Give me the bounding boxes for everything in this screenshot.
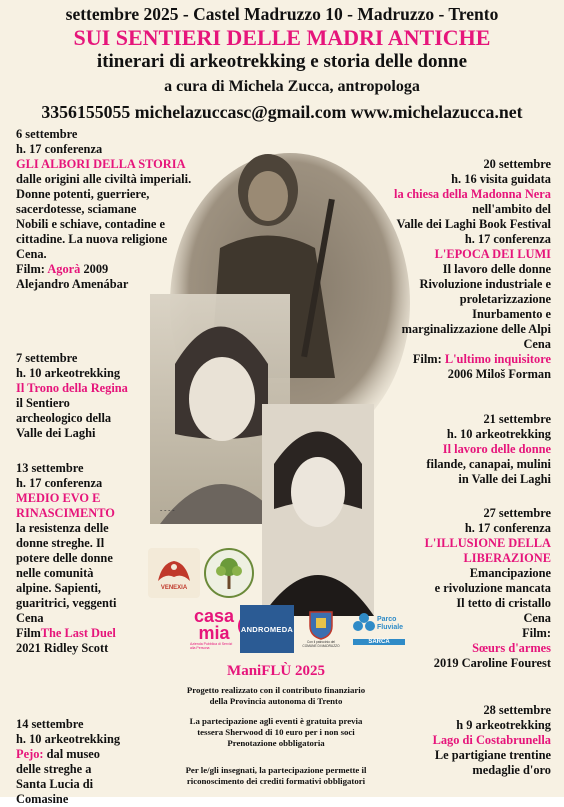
project-line: Progetto realizzato con il contributo finanziario xyxy=(186,685,366,695)
event-sep-27 xyxy=(425,506,551,671)
event-date: 28 settembre xyxy=(483,703,551,717)
lion-icon xyxy=(154,555,194,585)
event-date: 21 settembre xyxy=(483,412,551,426)
event-film xyxy=(16,626,116,641)
participation-line: Prenotazione obbligatoria xyxy=(227,738,325,748)
event-line: Comasine xyxy=(16,792,69,806)
curator: a cura di Michela Zucca, antropologa xyxy=(164,78,420,95)
event-line: proletarizzazione xyxy=(459,292,551,306)
event-line: sacerdotesse, sciamane xyxy=(16,202,137,216)
project-title: ManiFLÙ 2025 xyxy=(227,663,325,679)
main-title: SUI SENTIERI DELLE MADRI ANTICHE xyxy=(73,25,491,50)
film-director: Alejandro Amenábar xyxy=(16,277,129,291)
event-film xyxy=(16,262,191,277)
subtitle: itinerari di arkeotrekking e storia delle donne xyxy=(96,51,468,72)
event-time: h. 10 arkeotrekking xyxy=(16,732,121,746)
event-line: archeologico della xyxy=(16,411,112,425)
event-sep-14 xyxy=(16,717,120,807)
film-title: L'ultimo inquisitore xyxy=(444,352,551,366)
event-line: Inurbamento e xyxy=(472,307,551,321)
event-date: 14 settembre xyxy=(16,717,84,731)
event-time: h. 17 conferenza xyxy=(16,476,103,490)
event-line: filande, canapai, mulini xyxy=(426,457,551,471)
event-line: alpine. Sapienti, xyxy=(16,581,102,595)
event-line: Cena. xyxy=(16,247,47,261)
film-director: 2006 Miloš Forman xyxy=(447,367,551,381)
film-prefix: Film: xyxy=(412,352,445,366)
event-place-rest: dal museo xyxy=(43,747,100,761)
casamia-word-b: mia xyxy=(198,623,230,643)
event-sep-6 xyxy=(16,127,191,292)
event-line: Cena xyxy=(523,611,551,625)
event-line: la resistenza delle xyxy=(16,521,109,535)
event-date: 20 settembre xyxy=(483,157,551,171)
project-info xyxy=(140,685,412,707)
film-prefix: Film: xyxy=(16,262,48,276)
venexia-logo xyxy=(148,548,200,598)
participation-line: La partecipazione agli eventi è gratuita previa xyxy=(189,716,363,726)
event-line: Valle dei Laghi xyxy=(16,426,96,440)
event-line: Il lavoro delle donne xyxy=(442,262,551,276)
event-line: guaritrici, veggenti xyxy=(16,596,117,610)
event-line: Nobili e schiave, contadine e xyxy=(16,217,166,231)
event-line: delle streghe a xyxy=(16,762,92,776)
event-line: il Sentiero xyxy=(16,396,70,410)
casamia-logo xyxy=(190,605,238,653)
casamia-subtitle: Azienda Pubblica di Servizi alla Persona xyxy=(190,642,233,650)
parco-sarca-label: SARCA xyxy=(353,639,405,645)
event-line: Donne potenti, guerriere, xyxy=(16,187,150,201)
event-line: donne streghe. Il xyxy=(16,536,105,550)
event-line: Cena xyxy=(16,611,44,625)
event-title: L'ILLUSIONE DELLA xyxy=(424,536,551,550)
flower-icon xyxy=(353,612,375,636)
dates-location: settembre 2025 - Castel Madruzzo 10 - Madruzzo - Trento xyxy=(65,4,499,24)
event-line: Valle dei Laghi Book Festival xyxy=(396,217,551,231)
event-line: marginalizzazione delle Alpi xyxy=(401,322,551,336)
film-director: 2019 Caroline Fourest xyxy=(433,656,551,670)
event-title: la chiesa della Madonna Nera xyxy=(394,187,551,201)
venexia-label: VENEXIA xyxy=(160,585,188,591)
film-prefix: Film xyxy=(16,626,41,640)
shield-icon xyxy=(308,608,334,640)
event-title: RINASCIMENTO xyxy=(16,506,115,520)
event-sep-21 xyxy=(426,412,551,487)
project-line: della Provincia autonoma di Trento xyxy=(209,696,343,706)
contacts: 3356155055 michelazuccasc@gmail.com www.michelazucca.net xyxy=(41,102,523,122)
casamia-word-a: casa xyxy=(193,606,235,626)
event-line: medaglie d'oro xyxy=(472,763,551,777)
film-title: Sœurs d'armes xyxy=(472,641,551,655)
event-title: LIBERAZIONE xyxy=(463,551,551,565)
event-line: Emancipazione xyxy=(469,566,551,580)
event-line: in Valle dei Laghi xyxy=(458,472,551,486)
participation-info xyxy=(140,716,412,749)
film-director: 2021 Ridley Scott xyxy=(16,641,109,655)
andromeda-logo xyxy=(240,605,294,653)
event-time: h. 16 visita guidata xyxy=(451,172,551,186)
event-time: h. 10 arkeotrekking xyxy=(16,366,121,380)
event-line: nell'ambito del xyxy=(472,202,551,216)
event-line: nelle comunità xyxy=(16,566,94,580)
film-title: The Last Duel xyxy=(40,626,116,640)
event-title-2: L'EPOCA DEI LUMI xyxy=(434,247,551,261)
teachers-line: riconoscimento dei crediti formativi obbligatori xyxy=(186,776,366,786)
event-line: Rivoluzione industriale e xyxy=(419,277,551,291)
event-line: h. 17 conferenza xyxy=(464,232,551,246)
film-year: 2009 xyxy=(80,262,109,276)
event-sep-13 xyxy=(16,461,116,656)
event-title: GLI ALBORI DELLA STORIA xyxy=(16,157,186,171)
event-line: Il tetto di cristallo xyxy=(456,596,551,610)
comune-logo xyxy=(300,600,342,656)
event-line: Le partigiane trentine xyxy=(434,748,551,762)
event-time: h 9 arkeotrekking xyxy=(456,718,551,732)
participation-line: tessera Sherwood di 10 euro per i non soci xyxy=(197,727,355,737)
event-title: MEDIO EVO E xyxy=(16,491,101,505)
parco-word-b: Fluviale xyxy=(377,623,404,631)
comune-label: Con il patrocinio del COMUNE DI MADRUZZO xyxy=(302,640,340,648)
event-date: 6 settembre xyxy=(16,127,78,141)
teachers-line: Per le/gli insegnati, la partecipazione permette il xyxy=(185,765,367,775)
event-title: Il lavoro delle donne xyxy=(442,442,551,456)
event-place: Pejo: xyxy=(16,747,44,761)
event-time: h. 17 conferenza xyxy=(16,142,103,156)
svg-text:- - - -: - - - - xyxy=(160,506,175,514)
teachers-info xyxy=(140,765,412,787)
event-time: h. 10 arkeotrekking xyxy=(446,427,551,441)
andromeda-label: ANDROMEDA xyxy=(240,624,294,634)
parco-word-a: Parco xyxy=(377,615,397,623)
event-date: 13 settembre xyxy=(16,461,84,475)
event-sep-20 xyxy=(394,157,551,382)
event-line: Cena xyxy=(523,337,551,351)
event-line: potere delle donne xyxy=(16,551,113,565)
event-date: 7 settembre xyxy=(16,351,78,365)
event-sep-7 xyxy=(16,351,128,441)
event-date: 27 settembre xyxy=(483,506,551,520)
tree-logo xyxy=(203,547,255,599)
parco-logo xyxy=(353,597,408,659)
event-title: Lago di Costabrunella xyxy=(432,733,551,747)
portrait-woman-right xyxy=(262,404,374,616)
event-film xyxy=(394,352,551,367)
film-title: Agorà xyxy=(47,262,81,276)
event-line: cittadine. La nuova religione xyxy=(16,232,168,246)
event-line: Santa Lucia di xyxy=(16,777,94,791)
event-line: e rivoluzione mancata xyxy=(434,581,551,595)
event-line: dalle origini alle civiltà imperiali. xyxy=(16,172,192,186)
event-time: h. 17 conferenza xyxy=(464,521,551,535)
event-line: Film: xyxy=(522,626,551,640)
event-title: Il Trono della Regina xyxy=(16,381,128,395)
event-sep-28 xyxy=(433,703,551,778)
